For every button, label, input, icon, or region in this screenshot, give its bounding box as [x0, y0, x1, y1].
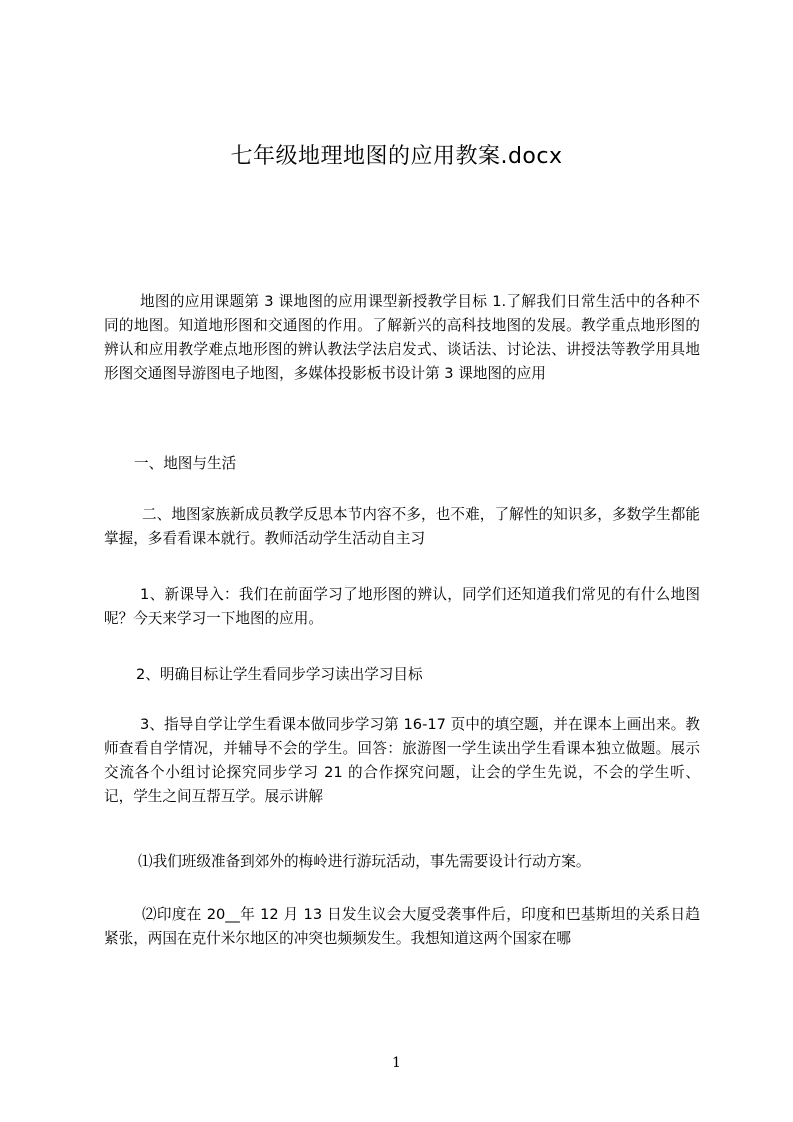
paragraph-intro: 地图的应用课题第 3 课地图的应用课型新授教学目标 1.了解我们日常生活中的各种不同的地图。知道地形图和交通图的作用。了解新兴的高科技地图的发展。教学重点地形图的辨认和应用教学难点地形图的辨认教法学法启发式、谈话法、讨论法、讲授法等教学用具地形图交通图导游图电子地图，多媒体投影板书设计第 3 课地图的应用 — [104, 293, 700, 382]
paragraph-step-2: 2、明确目标让学生看同步学习读出学习目标 — [136, 666, 423, 683]
paragraph-question-2: ⑵印度在 20__年 12 月 13 日发生议会大厦受袭事件后，印度和巴基斯坦的关系日趋紧张，两国在克什米尔地区的冲突也频频发生。我想知道这两个国家在哪 — [104, 906, 700, 947]
paragraph-step-1: 1、新课导入：我们在前面学习了地形图的辨认，同学们还知道我们常见的有什么地图呢？今天来学习一下地图的应用。 — [104, 586, 700, 627]
paragraph-question-1: ⑴我们班级准备到郊外的梅岭进行游玩活动，事先需要设计行动方案。 — [138, 853, 591, 870]
section-heading-new-members: 二、地图家族新成员教学反思本节内容不多，也不难，了解性的知识多，多数学生都能掌握，多看看课本就行。教师活动学生活动自主习 — [104, 506, 700, 547]
paragraph-step-3: 3、指导自学让学生看课本做同步学习第 16-17 页中的填空题，并在课本上画出来。教师查看自学情况，并辅导不会的学生。回答：旅游图一学生读出学生看课本独立做题。展示交流各个小组讨论探究同步学习 21 的合作探究问题，让会的学生先说，不会的学生听、记，学生之间互帮互学。展示讲解 — [104, 716, 700, 805]
document-title: 七年级地理地图的应用教案.docx — [230, 144, 563, 169]
page-number: 1 — [392, 1055, 401, 1071]
section-heading-map-and-life: 一、地图与生活 — [134, 455, 237, 472]
